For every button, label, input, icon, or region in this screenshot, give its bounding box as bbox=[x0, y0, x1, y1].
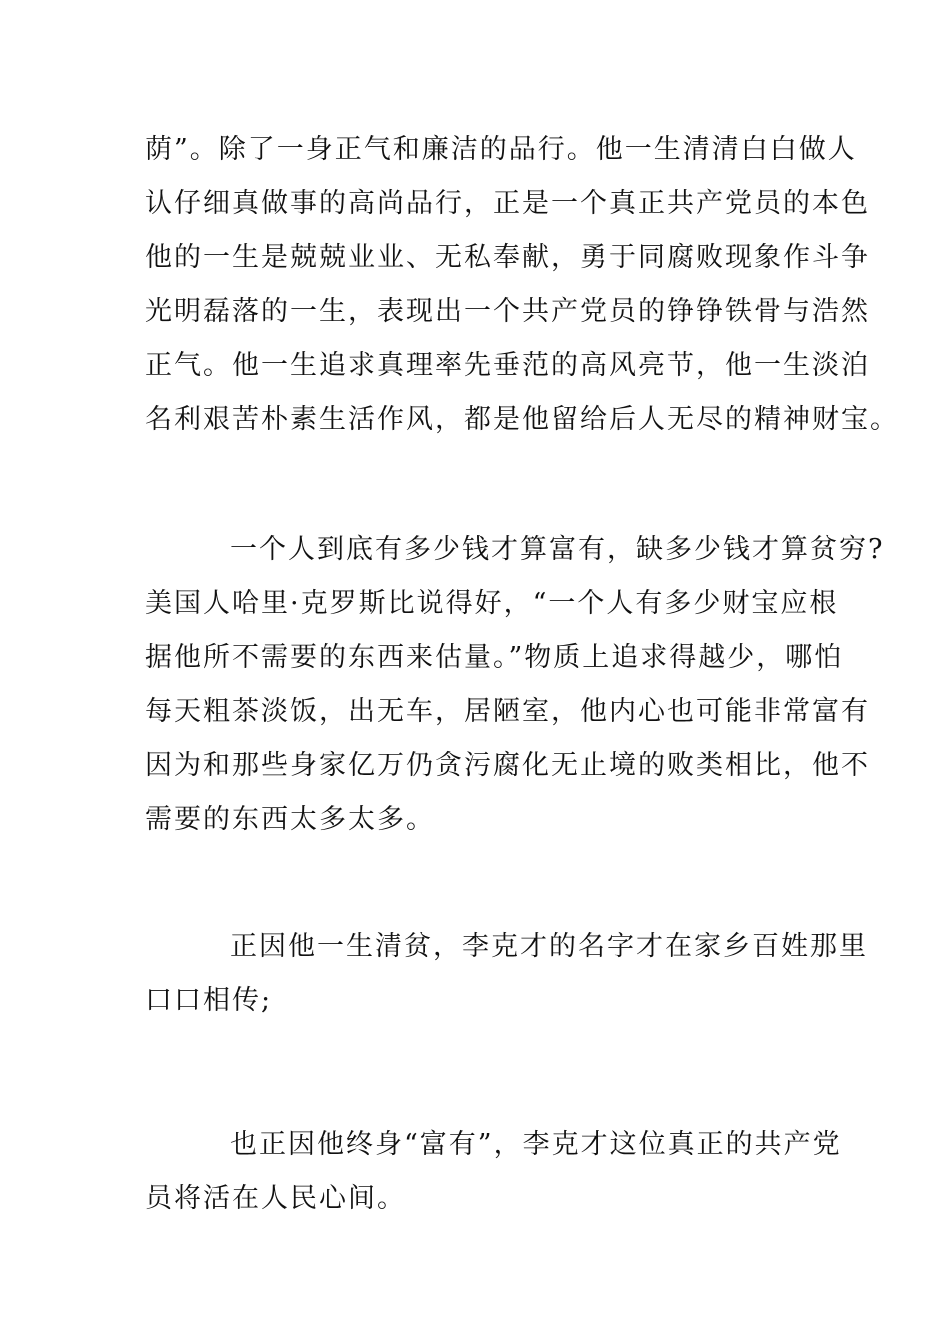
text-line: 一个人到底有多少钱才算富有，缺多少钱才算贫穷? bbox=[230, 534, 885, 565]
text-line: 因为和那些身家亿万仍贪污腐化无止境的败类相比，他不 bbox=[145, 750, 870, 781]
text-line: 正气。他一生追求真理率先垂范的高风亮节，他一生淡泊 bbox=[145, 350, 870, 381]
text-line: 口口相传; bbox=[145, 985, 273, 1016]
text-line: 员将活在人民心间。 bbox=[145, 1183, 406, 1214]
paragraph-1 bbox=[145, 123, 899, 447]
paragraph-4 bbox=[145, 1118, 842, 1226]
text-line: 据他所不需要的东西来估量。”物质上追求得越少，哪怕 bbox=[145, 642, 844, 673]
text-line: 正因他一生清贫，李克才的名字才在家乡百姓那里 bbox=[230, 931, 868, 962]
text-line: 荫”。除了一身正气和廉洁的品行。他一生清清白白做人 bbox=[145, 134, 857, 165]
paragraph-3 bbox=[145, 920, 868, 1028]
text-line: 每天粗茶淡饭，出无车，居陋室，他内心也可能非常富有 bbox=[145, 696, 870, 727]
text-line: 他的一生是兢兢业业、无私奉献，勇于同腐败现象作斗争 bbox=[145, 242, 870, 273]
text-line: 美国人哈里·克罗斯比说得好，“一个人有多少财宝应根 bbox=[145, 588, 839, 619]
paragraph-2 bbox=[145, 523, 884, 847]
text-line: 认仔细真做事的高尚品行，正是一个真正共产党员的本色 bbox=[145, 188, 870, 219]
text-line: 名利艰苦朴素生活作风，都是他留给后人无尽的精神财宝。 bbox=[145, 404, 899, 435]
text-line: 需要的东西太多太多。 bbox=[145, 804, 435, 835]
text-line: 光明磊落的一生，表现出一个共产党员的铮铮铁骨与浩然 bbox=[145, 296, 870, 327]
text-line: 也正因他终身“富有”，李克才这位真正的共产党 bbox=[230, 1129, 842, 1160]
